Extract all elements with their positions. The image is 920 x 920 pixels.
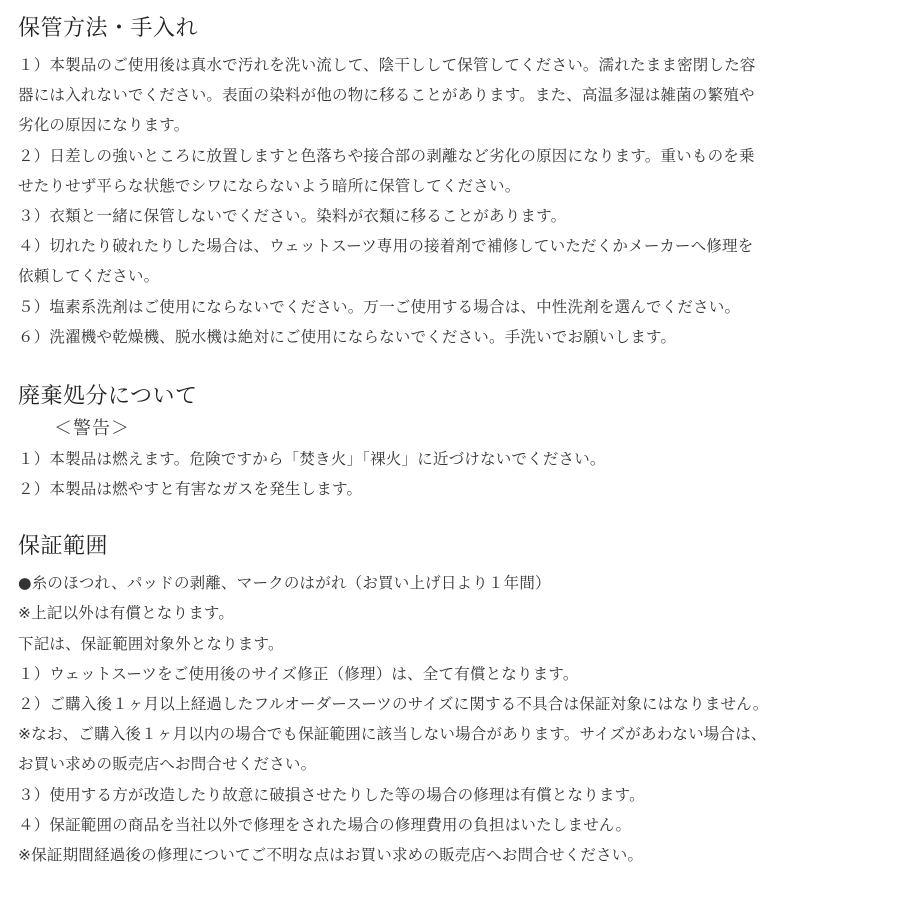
storage-line: ２）日差しの強いところに放置しますと色落ちや接合部の剥離など劣化の原因になります。重いものを乗 [18,146,755,165]
warranty-line: ２）ご購入後１ヶ月以上経過したフルオーダースーツのサイズに関する不具合は保証対象にはなりません。 [18,695,769,713]
warranty-line: お買い求めの販売店へお問合せください。 [18,755,317,774]
warning-heading: ＜警告＞ [54,417,130,439]
warranty-line: ※保証期間経過後の修理についてご不明な点はお買い求めの販売店へお問合せください。 [18,845,644,864]
storage-line: 依頼してください。 [18,267,160,286]
document-page [18,12,908,870]
storage-line: ５）塩素系洗剤はご使用にならないでください。万一ご使用する場合は、中性洗剤を選んでください。 [18,297,741,316]
storage-title: 保管方法・手入れ [18,16,199,41]
warranty-line: ※上記以外は有償となります。 [18,604,235,623]
disposal-line: １）本製品は燃えます。危険ですから「焚き火」「裸火」に近づけないでください。 [18,449,606,468]
storage-line: せたりせず平らな状態でシワにならないよう暗所に保管してください。 [18,176,521,195]
warranty-line: １）ウェットスーツをご使用後のサイズ修正（修理）は、全て有償となります。 [18,664,579,683]
disposal-line: ２）本製品は燃やすと有害なガスを発生します。 [18,480,363,499]
warranty-line: ４）保証範囲の商品を当社以外で修理をされた場合の修理費用の負担はいたしません。 [18,815,632,834]
warranty-line: 下記は、保証範囲対象外となります。 [18,634,284,653]
storage-line: ３）衣類と一緒に保管しないでください。染料が衣類に移ることがあります。 [18,206,567,225]
storage-line: 劣化の原因になります。 [18,116,190,135]
storage-line: ６）洗濯機や乾燥機、脱水機は絶対にご使用にならないでください。手洗いでお願いします。 [18,327,677,346]
warranty-line: ３）使用する方が改造したり故意に破損させたりした等の場合の修理は有償となります。 [18,785,645,804]
warranty-line: ●糸のほつれ、パッドの剥離、マークのはがれ（お買い上げ日より１年間） [18,574,551,593]
warranty-title: 保証範囲 [18,534,109,560]
warranty-section [18,530,908,870]
warranty-line: ※なお、ご購入後１ヶ月以内の場合でも保証範囲に該当しない場合があります。サイズがあわない場合は、 [18,725,767,744]
disposal-section [18,380,908,504]
storage-section [18,12,908,352]
storage-line: ４）切れたり破れたりした場合は、ウェットスーツ専用の接着剤で補修していただくかメーカーへ修理を [18,237,754,256]
disposal-title: 廃棄処分について [18,383,198,409]
storage-line: 器には入れないでください。表面の染料が他の物に移ることがあります。また、高温多湿は雑菌の繁殖や [18,86,755,105]
storage-line: １）本製品のご使用後は真水で汚れを洗い流して、陰干しして保管してください。濡れたまま密閉した容 [18,56,756,74]
